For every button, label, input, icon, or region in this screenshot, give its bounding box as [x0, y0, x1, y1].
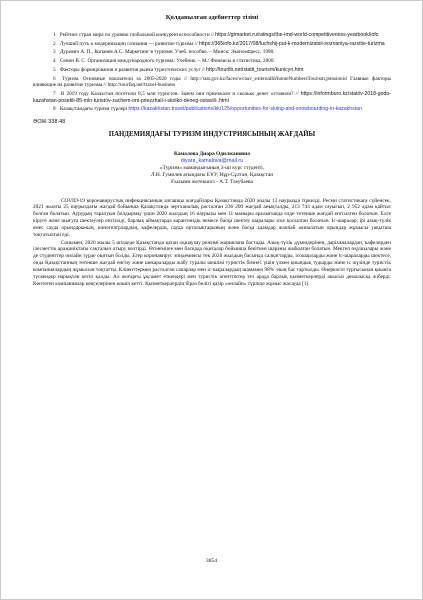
reference-text: Рейтинг стран мира по уровню глобальной конкурентоспособности // — [59, 32, 214, 38]
references-heading: Қолданылған әдебиеттер тізімі — [165, 14, 259, 21]
page-content — [33, 14, 391, 289]
reference-text: Лучший путь к модернизации сознания — развитие туризма // — [59, 40, 198, 47]
reference-item — [33, 91, 391, 104]
reference-text: В 2019 году Казахстан посетили 8,5 млн туристов. Зачем они приезжали и сколько денег оставили? // — [60, 90, 299, 97]
reference-number: 5 — [53, 66, 56, 73]
article-body — [33, 198, 391, 288]
reference-number: 6 — [53, 75, 56, 82]
udc-code: ӘОЖ 338.48 — [33, 119, 66, 126]
reference-item — [33, 32, 391, 39]
reference-link[interactable]: https://365info.kz/2017/08/luchshij-put-k-modernizatsii-soznaniya-razvitie-turizma — [198, 40, 385, 47]
reference-number: 7 — [53, 90, 56, 97]
reference-number: 1 — [53, 32, 56, 38]
reference-item — [33, 49, 391, 56]
author-position: «Туризм» мамандығының 3-ші курс студенті, — [159, 164, 265, 171]
reference-text: Туризм. Основные показатели за 2005-2020 годы // http://stat.gov.kz/faces/wcnav_externalId/homeNumbersTourism;jsessionid Главные факторы влияющие на развитие туризма // http://tourfaq.net/travel-business — [33, 75, 392, 89]
reference-item — [33, 58, 391, 65]
references-list — [33, 32, 391, 113]
reference-item — [33, 106, 391, 113]
reference-text: Казақстандағы туризм түрлері — [59, 106, 128, 113]
body-paragraph: COVID-19 коронавирустық инфекциясының алғашқы жағдайлары Қазақстанда 2020 жылы 13 наурызда тіркелді. Ресми статистикаға сүйенсек, 2021 жылғы 25 наурыздағы жағдай бойынша Қазақстанда зертханалық расталған 236 200 жағдай анықталды, 213 743 адам сауығып, 2 952 адам қайтыс болған болатын. Аурудың таралуын болдырмау үшін 2020 жылдың 16 наурызы мен 11 мамыры аралығында елде төтенше жағдай енгізілген болатын. Елге кіруге және шығуға шектеулер енгізілді, барлық аймақтарда карантиндік немесе басқа шектеу шаралары іске қосылған болатын. Іс-шаралар, ірі азық-түлік емес сауда орындарының, кинотеатрлардың, кафелердің, сауда орталықтарының және басқа адамдар жаппай жиналатын орындар жұмысы уақытша тоқтатылған еді. — [33, 197, 391, 238]
reference-number: 8 — [53, 106, 56, 113]
page-number: 3854 — [205, 558, 218, 564]
author-affiliation: Л.Н. Гумилев атындағы ЕҰУ, Нұр-Сұлтан, Қазақстан — [150, 171, 274, 178]
scientific-supervisor: Ғылыми жетекшісі - А.Т. Тлеубаева — [171, 178, 253, 185]
author-block — [33, 151, 391, 186]
body-paragraph: Сонымен, 2020 жылы 5 шілдеде Қазақстанда қатаң оқшаулау режимі жариялана бастады. Азық-түлік дүкендерінен, дәріханалардан, кафелерден ілесметтік аражаиіктағы сақталып отыру келтірді. Өтінемізғе мен басқада оқиғалар бойынша бекіткен шараны жабылған болатын. Мектеп оқушылары және де студенттер онлайн түрде оқитын болды. Егер коронавирус эпидемиясы тек 2020 жылдың басында салқаттарды, ісошарларды және іс-шараларды шектесе, онда Қазақстанның төтенше жағдай енгізу және шекараларды жабу туралы шешімі туристік бизнес үшін үлкен қиындық тудырды және іс жүзінде туристік компаниялардың жұмысын тоқтатты. Клиенттермен расталған сапарлар мен іс-шаралардың шамамен 98% -ның бас тартылды. Өнеркәсіп түрғысынан қиынға түскендер нарықтан кетіп қалды. Ал жоғарғы ұқсамет еткендері мен туристік агенттіктер тез арада барлық қызметкерлерді әкысыз демалысқа жіберді. Көптеген компаниялар кеңселерінен көшіп кетті. Қызметкерлердің біраз бөлігі қазір «онлайн» түрінде жұмыс жасауда [1]. — [33, 239, 391, 287]
reference-text: Факторы формирования и развития рынка туристических услуг // — [59, 66, 205, 73]
reference-item — [33, 67, 391, 74]
reference-link[interactable]: https://kazakhstan.travel/publications/kk/125/opportunities-for-skiing-and-snowboarding-in-kazakhstan — [128, 106, 362, 113]
reference-link[interactable]: http://tourlib.net/statti_tourism/kunicyn.htm — [206, 66, 304, 73]
author-name: Камалова Диара Одилжановна — [174, 151, 250, 158]
reference-number: 4 — [53, 58, 56, 65]
reference-item — [33, 76, 391, 89]
reference-number: 2 — [53, 40, 56, 47]
reference-item — [33, 41, 391, 48]
article-title: ПАНДЕМИЯДАҒЫ ТУРИЗМ ИНДУСТРИЯСЫНЫҢ ЖАҒДАЙЫ — [108, 131, 316, 139]
reference-number: 3 — [53, 49, 56, 56]
reference-link[interactable]: https://informburo.kz/stati/v-2018-godu-kazahstan-posetili-85-mln-turistov-zachem-oni-priezzhali-i-skolko-deneg-ostavili-.html — [33, 90, 392, 104]
reference-link[interactable]: https://gtmarket.ru/ratings/the-imd-world-competitiveness-yearbook/info — [215, 32, 379, 38]
author-email[interactable]: diyara_kamalova@mail.ru — [180, 157, 244, 164]
reference-text: Дурович А. П., Копанев А.С. Маркетинг в туризме: Учеб. пособие. – Минск: Экономпресс, 1998. — [59, 49, 275, 56]
reference-text: Сенин В. С. Организация международного туризма: Учебник. – М.: Финансы и статистика, 2000. — [59, 58, 275, 65]
